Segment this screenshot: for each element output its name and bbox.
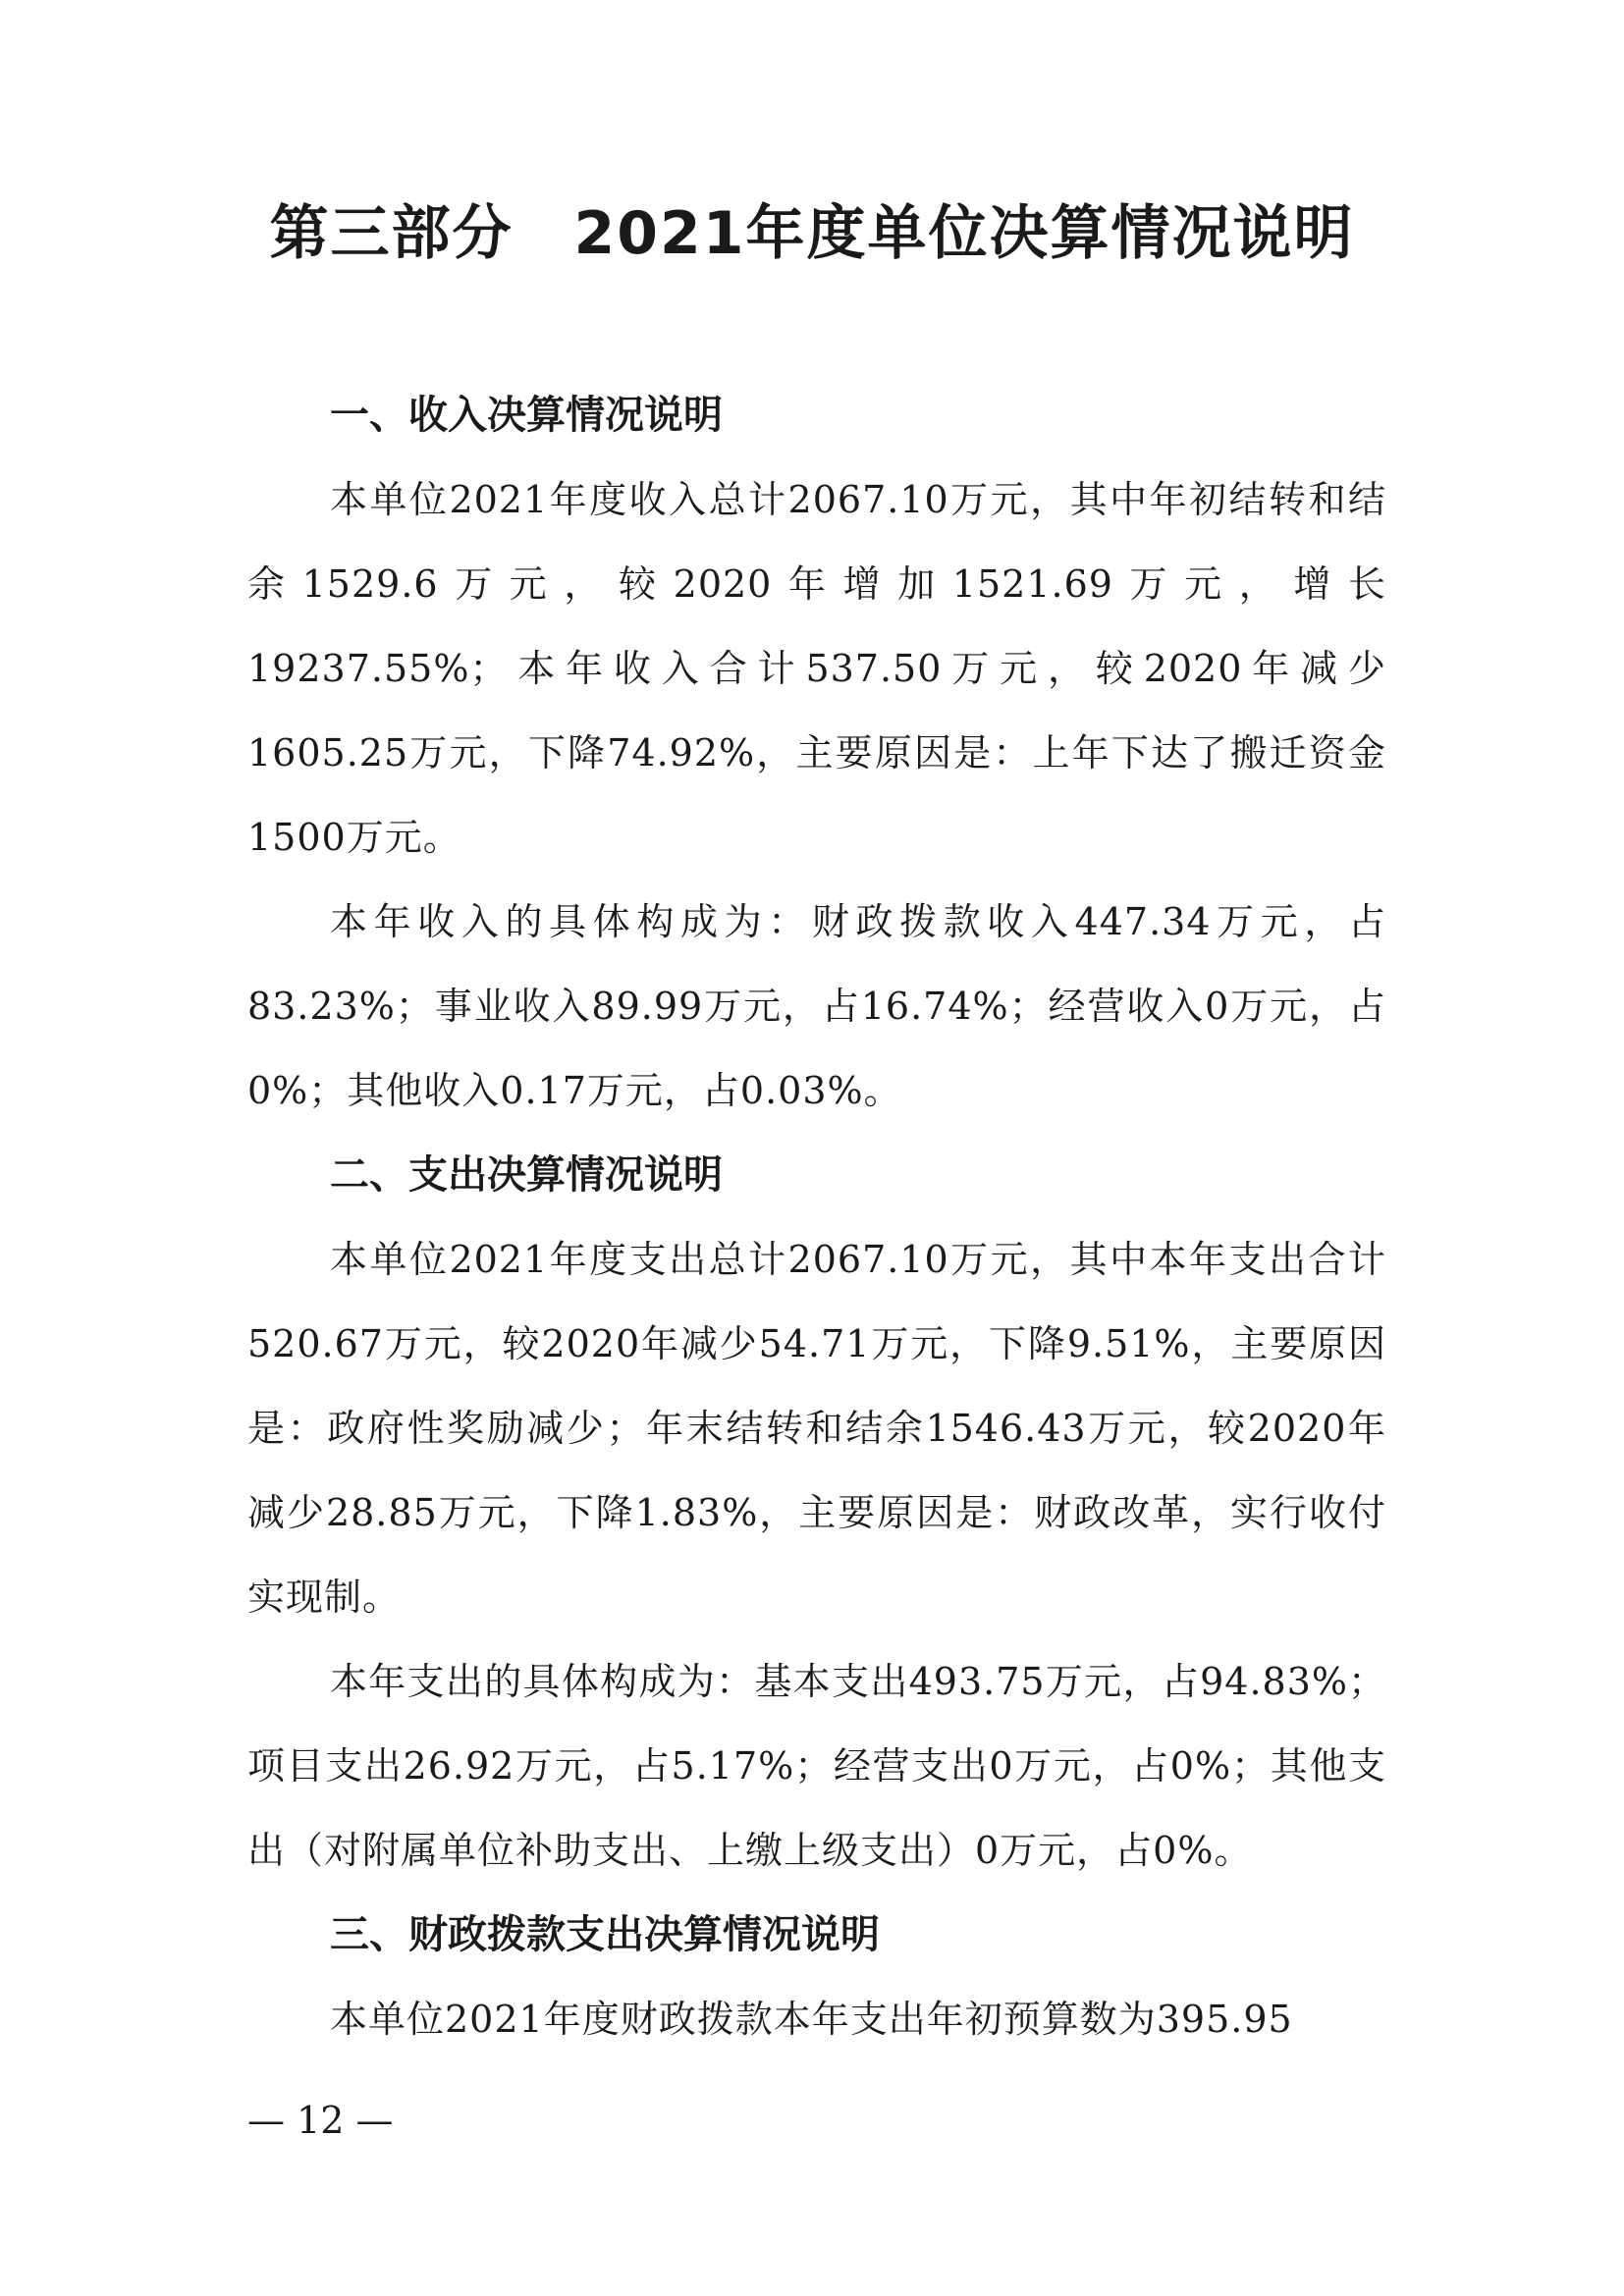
section-heading: 三、财政拨款支出决算情况说明 — [330, 1912, 880, 1957]
section-income — [247, 373, 1386, 1133]
paragraph: 本单位2021年度支出总计2067.10万元，其中本年支出合计520.67万元，较2020年减少54.71万元，下降9.51%，主要原因是：政府性奖励减少；年末结转和结余1546.43万元，较2020年减少28.85万元，下降1.83%，主要原因是：财政改革，实行收付实现制。 — [247, 1238, 1386, 1619]
page-title: 第三部分 2021年度单位决算情况说明 — [269, 199, 1355, 268]
paragraph: 本年支出的具体构成为：基本支出493.75万元，占94.83%；项目支出26.92万元，占5.17%；经营支出0万元，占0%；其他支出（对附属单位补助支出、上缴上级支出）0万元，占0%。 — [247, 1660, 1386, 1872]
page-number: — 12 — — [247, 2099, 394, 2142]
section-expenditure — [247, 1133, 1386, 1893]
section-heading: 二、支出决算情况说明 — [330, 1152, 723, 1198]
paragraph: 本单位2021年度收入总计2067.10万元，其中年初结转和结余1529.6万元，较2020年增加1521.69万元，增长19237.55%；本年收入合计537.50万元，较2020年减少1605.25万元，下降74.92%，主要原因是：上年下达了搬迁资金1500万元。 — [247, 478, 1386, 859]
section-fiscal-allocation — [247, 1893, 1386, 2061]
paragraph: 本年收入的具体构成为：财政拨款收入447.34万元，占83.23%；事业收入89.99万元，占16.74%；经营收入0万元，占0%；其他收入0.17万元，占0.03%。 — [247, 900, 1386, 1112]
paragraph: 本单位2021年度财政拨款本年支出年初预算数为395.95 — [330, 1998, 1293, 2041]
section-heading: 一、收入决算情况说明 — [330, 393, 723, 438]
document-body — [247, 373, 1386, 2061]
